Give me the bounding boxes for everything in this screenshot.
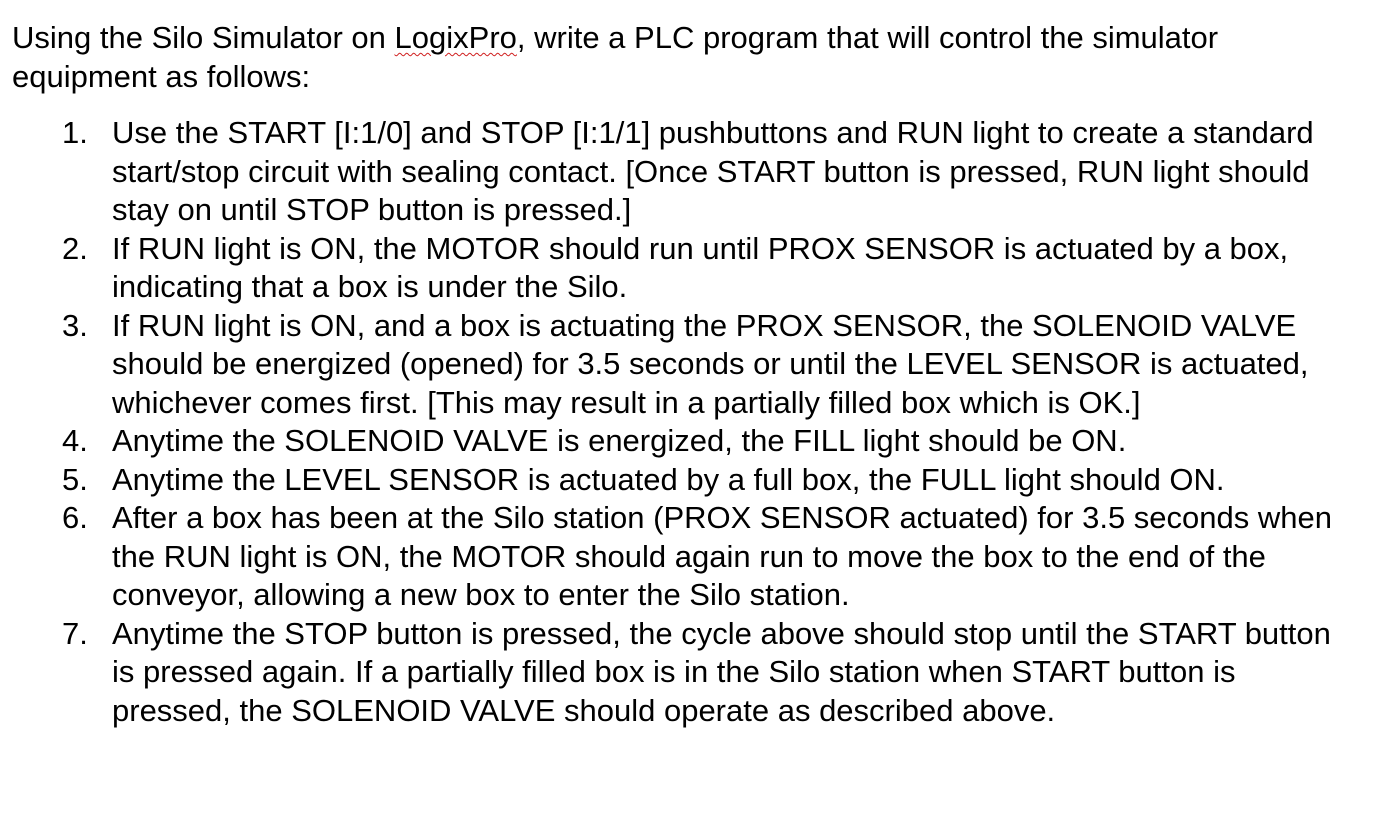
list-item-number: 6. xyxy=(62,500,88,535)
list-item-text: After a box has been at the Silo station (PROX SENSOR actuated) for 3.5 seconds when the RUN light is ON, the MOTOR should again run to move the box to the end of the conveyor, allowing a new box to enter the Silo station. xyxy=(112,500,1332,612)
list-item xyxy=(12,114,1332,230)
list-item-text: Anytime the STOP button is pressed, the cycle above should stop until the START button is pressed again. If a partially filled box is in the Silo station when START button is pressed, the SOLENOID VALVE should operate as described above. xyxy=(112,615,1331,728)
list-item-number: 1. xyxy=(62,115,88,150)
list-item-number: 5. xyxy=(62,461,88,497)
list-item-text: If RUN light is ON, the MOTOR should run until PROX SENSOR is actuated by a box, indicating that a box is under the Silo. xyxy=(112,230,1289,304)
list-item-text: Anytime the LEVEL SENSOR is actuated by a full box, the FULL light should ON. xyxy=(112,461,1225,497)
list-item xyxy=(12,461,1332,500)
list-item xyxy=(12,422,1332,461)
list-item-text: Anytime the SOLENOID VALVE is energized, the FILL light should be ON. xyxy=(112,423,1127,458)
spellcheck-flagged-word[interactable]: LogixPro xyxy=(394,20,517,55)
list-item xyxy=(12,499,1332,615)
list-item-number: 3. xyxy=(62,307,88,343)
intro-text-before: Using the Silo Simulator on xyxy=(12,20,395,55)
list-item-text: Use the START [I:1/0] and STOP [I:1/1] pushbuttons and RUN light to create a standard start/stop circuit with sealing contact. [Once START button is pressed, RUN light should stay on until STOP button is pressed.] xyxy=(112,115,1314,227)
list-item xyxy=(12,307,1332,423)
intro-paragraph xyxy=(12,19,1352,96)
list-item-number: 2. xyxy=(62,230,88,266)
requirements-list xyxy=(12,114,1372,730)
list-item xyxy=(12,615,1332,731)
intro-text-after: , write a PLC program that will control the simulator equipment as follows: xyxy=(12,20,1219,94)
list-item-text: If RUN light is ON, and a box is actuating the PROX SENSOR, the SOLENOID VALVE should be energized (opened) for 3.5 seconds or until the LEVEL SENSOR is actuated, whichever comes first. [This may result in a partially filled box which is OK.] xyxy=(112,307,1309,420)
list-item xyxy=(12,230,1332,307)
list-item-number: 7. xyxy=(62,615,88,651)
list-item-number: 4. xyxy=(62,423,88,458)
